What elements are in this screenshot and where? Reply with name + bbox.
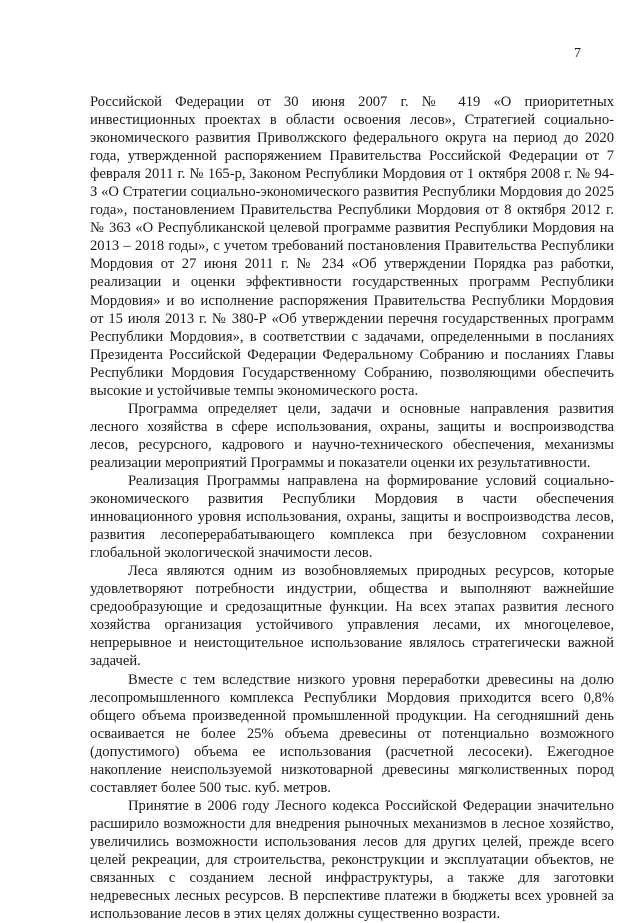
paragraph-forest-resources: Леса являются одним из возобновляемых природных ресурсов, которые удовлетворяют потребности индустрии, общества и выполняют важнейшие средообразующие и средозащитные функции. На всех этапах развития лесного хозяйства организация устойчивого управления лесами, их многоцелевое, непрерывное и неистощительное использование являлось стратегически важной задачей. [90, 563, 614, 670]
document-body [90, 93, 614, 923]
paragraph-program-goals: Программа определяет цели, задачи и основные направления развития лесного хозяйства в сфере использования, охраны, защиты и воспроизводства лесов, ресурсного, кадрового и научно-технического обеспечения, механизмы реализации мероприятий Программы и показатели оценки их результативности. [90, 400, 614, 471]
page-number: 7 [574, 46, 581, 61]
paragraph-continuation: Российской Федерации от 30 июня 2007 г. № 419 «О приоритетных инвестиционных проектах в области освоения лесов», Стратегией социально-экономического развития Приволжского федерального округа на период до 2020 года, утвержденной распоряжением Правительства Российской Федерации от 7 февраля 2011 г. № 165-р, Законом Республики Мордовия от 1 октября 2008 г. № 94-З «О Стратегии социально-экономического развития Республики Мордовия до 2025 года», постановлением Правительства Республики Мордовия от 8 октября 2012 г. № 363 «О Республиканской целевой программе развития Республики Мордовия на 2013 – 2018 годы», с учетом требований постановления Правительства Республики Мордовия от 27 июня 2011 г. № 234 «Об утверждении Порядка раз работки, реализации и оценки эффективности государственных программ Республики Мордовия» и во исполнение распоряжения Правительства Республики Мордовия от 15 июля 2013 г. № 380-Р «Об утверждении перечня государственных программ Республики Мордовия», в соответствии с задачами, определенными в посланиях Президента Российской Федерации Федеральному Собранию и посланиях Главы Республики Мордовия Государственному Собранию, позволяющими обеспечить высокие и устойчивые темпы экономического роста. [90, 94, 614, 399]
paragraph-wood-processing: Вместе с тем вследствие низкого уровня переработки древесины на долю лесопромышленного комплекса Республики Мордовия приходится всего 0,8% общего объема произведенной промышленной продукции. На сегодняшний день осваивается не более 25% объема древесины от потенциально возможного (допустимого) объема ее использования (расчетной лесосеки). Ежегодное накопление неиспользуемой низкотоварной древесины мягколиственных пород составляет более 500 тыс. куб. метров. [90, 671, 614, 796]
paragraph-forest-code: Принятие в 2006 году Лесного кодекса Российской Федерации значительно расширило возможности для внедрения рыночных механизмов в лесное хозяйство, увеличились возможности использования лесов для других целей, прежде всего целей рекреации, для строительства, реконструкции и эксплуатации объектов, не связанных с созданием лесной инфраструктуры, а также для заготовки недревесных лесных ресурсов. В перспективе платежи в бюджеты всех уровней за использование лесов в этих целях должны существенно возрасти. [90, 797, 614, 923]
paragraph-program-implementation: Реализация Программы направлена на формирование условий социально-экономического развития Республики Мордовия в части обеспечения инновационного уровня использования, охраны, защиты и воспроизводства лесов, развития лесоперерабатывающего комплекса при безусловном сохранении глобальной экологической значимости лесов. [90, 472, 614, 562]
